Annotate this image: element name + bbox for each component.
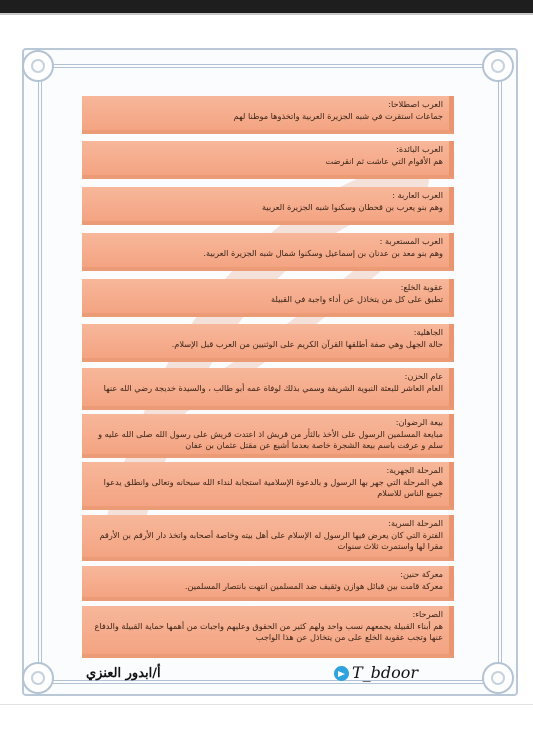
- term-title: بيعة الرضوان:: [395, 417, 443, 427]
- author-signature: أ/ابدور العنزي: [86, 666, 161, 681]
- term-title: العرب اصطلاحا:: [388, 99, 443, 109]
- term-title: الصرحاء:: [412, 609, 443, 619]
- top-bar: [0, 0, 533, 13]
- term-definition: وهم بنو معد بن عدنان بن إسماعيل وسكنوا شمال شبه الجزيرة العربية.: [203, 247, 443, 258]
- term-title: عام الحزن:: [404, 371, 443, 381]
- term-definition: تطبق على كل من يتخاذل عن أداء واجبة في القبيلة: [271, 293, 443, 304]
- term-card: [82, 368, 454, 410]
- term-title: المرحلة السرية:: [388, 518, 443, 528]
- term-title: عقوبة الخلع:: [400, 282, 443, 292]
- telegram-icon: [334, 666, 349, 681]
- term-definition: حالة الجهل وهي صفة أطلقها القرآن الكريم على الوثنيين من العرب قبل الإسلام.: [171, 338, 443, 349]
- corner-ornament-icon: [22, 50, 54, 82]
- term-definition: مبايعة المسلمين الرسول على الأخذ بالثأر من قريش اذ اعتدت قريش على رسول الله صلى الله عليه و سلم و عرفت باسم بيعة الشجرة خاصة بعدما أشيع عن مقتل عثمان بن عفان: [98, 428, 443, 450]
- term-definition: العام العاشر للبعثة النبوية الشريفة وسمي بذلك لوفاة عمه أبو طالب ، والسيدة خديجة رضي الله عنها: [103, 382, 443, 393]
- term-card: [82, 279, 454, 317]
- term-definition: هم أبناء القبيلة يجمعهم نسب واحد ولهم كثير من الحقوق وعليهم واجبات من أهمها حماية القبيلة والدفاع عنها وتجب عقوبة الخلع على من يتخاذل عن هذا الواجب: [94, 620, 443, 642]
- author-handle: T_bdoor: [352, 663, 419, 682]
- term-title: العرب العاربة :: [392, 190, 443, 200]
- term-title: المرحلة الجهرية:: [386, 465, 443, 475]
- term-card: [82, 462, 454, 510]
- term-card: [82, 141, 454, 179]
- corner-ornament-icon: [482, 50, 514, 82]
- top-divider: [0, 13, 533, 15]
- term-definition: هم الأقوام التي عاشت ثم انقرضت: [325, 155, 443, 166]
- corner-ornament-icon: [482, 662, 514, 694]
- term-card: [82, 233, 454, 271]
- term-definition: جماعات استقرت في شبه الجزيرة العربية واتخذوها موطنا لهم: [233, 110, 443, 121]
- term-card: [82, 606, 454, 658]
- term-card: [82, 96, 454, 134]
- term-card: [82, 324, 454, 362]
- term-definition: وهم بنو يعرب بن قحطان وسكنوا شبه الجزيرة العربية: [262, 201, 443, 212]
- term-title: معركة حنين:: [400, 569, 443, 579]
- bottom-divider: [0, 704, 533, 705]
- corner-ornament-icon: [22, 662, 54, 694]
- term-card: [82, 515, 454, 561]
- term-title: العرب المستعربة :: [379, 236, 443, 246]
- term-card: [82, 566, 454, 601]
- term-title: الجاهلية:: [413, 327, 443, 337]
- term-definition: الفترة التي كان يعرض فيها الرسول له الإسلام على أهل بيته وخاصة أصحابه واتخذ دار الأرقم بن الأرقم مقرا لها واستمرت ثلاث سنوات: [99, 529, 443, 551]
- term-card: [82, 187, 454, 225]
- term-definition: هي المرحلة التي جهر بها الرسول و بالدعوة الإسلامية استجابة لنداء الله سبحانه وتعالى وانطلق يدعوا جميع الناس للاسلام: [103, 476, 443, 498]
- term-definition: معركة قامت بين قبائل هوازن وثقيف ضد المسلمين انتهت بانتصار المسلمين.: [184, 580, 443, 591]
- term-title: العرب البائدة:: [396, 144, 443, 154]
- term-card: [82, 414, 454, 458]
